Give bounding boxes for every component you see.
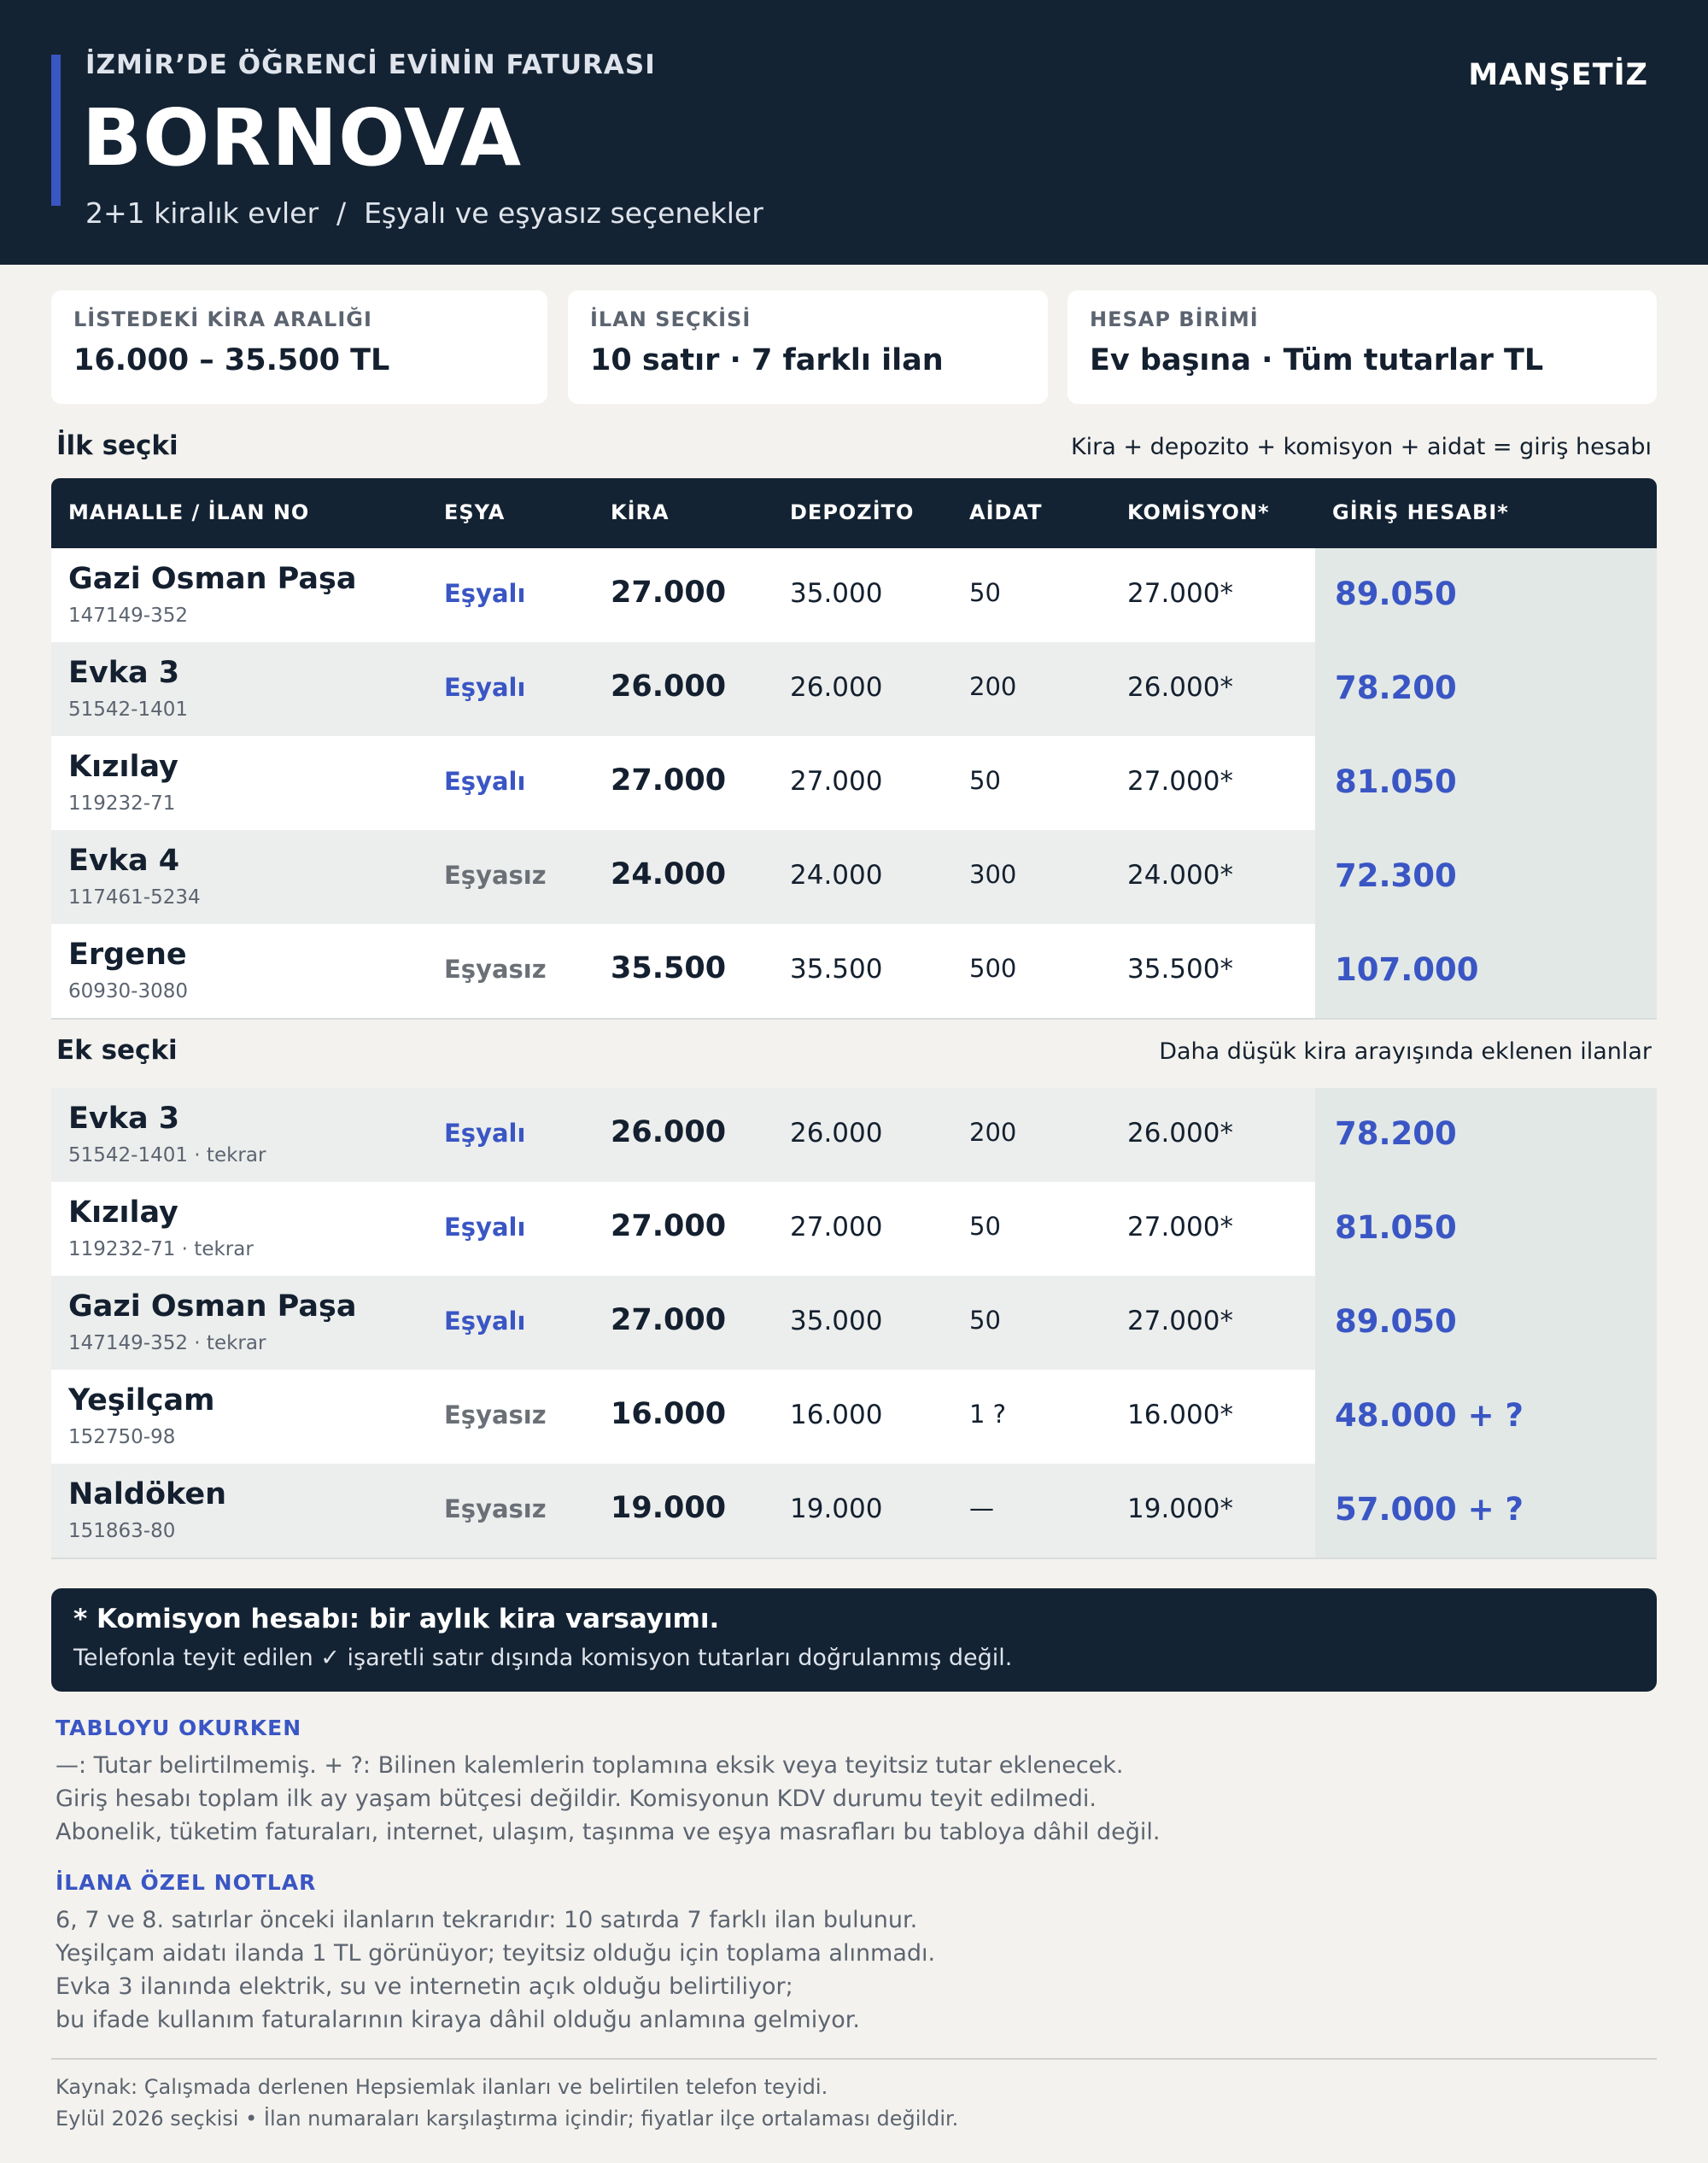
summary-card-rent-range xyxy=(51,290,547,404)
listing-id: 147149-352 · tekrar xyxy=(68,1332,266,1354)
rent-value: 27.000 xyxy=(611,763,727,798)
col-header-neighborhood: MAHALLE / İLAN NO xyxy=(68,500,310,524)
listing-id: 117461-5234 xyxy=(68,886,201,909)
dues-value: 200 xyxy=(969,672,1017,701)
listing-id: 119232-71 xyxy=(68,792,176,815)
card-value: Ev başına · Tüm tutarlar TL xyxy=(1090,343,1544,377)
dues-value: 50 xyxy=(969,1212,1001,1241)
summary-card-unit xyxy=(1068,290,1657,404)
page-subtitle: 2+1 kiralık evler / Eşyalı ve eşyasız seçenekler xyxy=(85,196,763,230)
rent-value: 27.000 xyxy=(611,1303,727,1337)
table-row xyxy=(51,1182,1657,1276)
footnote-text: Telefonla teyit edilen ✓ işaretli satır dışında komisyon tutarları doğrulanmış değil. xyxy=(73,1645,1013,1671)
listing-note-line: Evka 3 ilanında elektrik, su ve internetin açık olduğu belirtiliyor; xyxy=(56,1973,793,2000)
card-value: 10 satır · 7 farklı ilan xyxy=(590,343,944,377)
commission-footnote xyxy=(51,1588,1657,1692)
card-label: LİSTEDEKİ KİRA ARALIĞI xyxy=(73,307,372,331)
listing-id: 152750-98 xyxy=(68,1426,176,1448)
furnishing-value: Eşyasız xyxy=(444,861,547,890)
deposit-value: 16.000 xyxy=(790,1400,883,1430)
listing-id: 51542-1401 · tekrar xyxy=(68,1144,266,1166)
rent-value: 16.000 xyxy=(611,1397,727,1431)
deposit-value: 26.000 xyxy=(790,1118,883,1149)
entry-total-value: 72.300 xyxy=(1335,857,1457,894)
furnishing-value: Eşyalı xyxy=(444,767,526,796)
rent-value: 27.000 xyxy=(611,1209,727,1243)
neighborhood-name: Kızılay xyxy=(68,1195,178,1230)
neighborhood-name: Yeşilçam xyxy=(68,1383,215,1418)
rent-value: 35.500 xyxy=(611,951,727,985)
deposit-value: 24.000 xyxy=(790,860,883,891)
section-first-selection xyxy=(51,430,1657,465)
table-row xyxy=(51,548,1657,642)
card-value: 16.000 – 35.500 TL xyxy=(73,343,390,377)
dues-value: 50 xyxy=(969,766,1001,795)
neighborhood-name: Evka 4 xyxy=(68,844,180,878)
source-line: Kaynak: Çalışmada derlenen Hepsiemlak ilanları ve belirtilen telefon teyidi. xyxy=(56,2075,828,2099)
summary-card-listing-selection xyxy=(568,290,1048,404)
table-divider xyxy=(51,1018,1657,1020)
listing-id: 119232-71 · tekrar xyxy=(68,1238,254,1260)
card-label: İLAN SEÇKİSİ xyxy=(590,307,752,331)
deposit-value: 35.000 xyxy=(790,578,883,609)
entry-total-value: 48.000 + ? xyxy=(1335,1397,1524,1434)
section-extra-selection xyxy=(51,1035,1657,1069)
col-header-deposit: DEPOZİTO xyxy=(790,500,915,524)
col-header-commission: KOMİSYON* xyxy=(1127,500,1270,524)
listing-note-line: Yeşilçam aidatı ilanda 1 TL görünüyor; teyitsiz olduğu için toplama alınmadı. xyxy=(56,1940,936,1967)
footnote-title: * Komisyon hesabı: bir aylık kira varsayımı. xyxy=(73,1604,720,1634)
listing-notes-title: İLANA ÖZEL NOTLAR xyxy=(56,1870,317,1895)
brand-logo: MANŞETİZ xyxy=(1468,58,1648,92)
footer-divider xyxy=(51,2058,1657,2060)
furnishing-value: Eşyalı xyxy=(444,1307,526,1336)
table-row xyxy=(51,736,1657,830)
dues-value: 50 xyxy=(969,578,1001,607)
deposit-value: 35.500 xyxy=(790,954,883,985)
entry-total-value: 89.050 xyxy=(1335,1303,1457,1340)
entry-total-value: 78.200 xyxy=(1335,1115,1457,1152)
furnishing-value: Eşyasız xyxy=(444,1400,547,1429)
deposit-value: 19.000 xyxy=(790,1494,883,1524)
table-row xyxy=(51,830,1657,924)
table-row xyxy=(51,1088,1657,1182)
listing-id: 51542-1401 xyxy=(68,699,188,721)
commission-value: 27.000* xyxy=(1127,1306,1233,1336)
furnishing-value: Eşyasız xyxy=(444,955,547,984)
neighborhood-name: Kızılay xyxy=(68,750,178,784)
furnishing-value: Eşyalı xyxy=(444,1119,526,1148)
neighborhood-name: Evka 3 xyxy=(68,656,180,690)
deposit-value: 27.000 xyxy=(790,1212,883,1242)
col-header-dues: AİDAT xyxy=(969,500,1043,524)
commission-value: 16.000* xyxy=(1127,1400,1233,1430)
entry-total-value: 81.050 xyxy=(1335,1209,1457,1246)
table-row xyxy=(51,1464,1657,1558)
eyebrow: İZMİR’DE ÖĞRENCİ EVİNİN FATURASI xyxy=(85,50,656,80)
table-row xyxy=(51,1370,1657,1464)
dues-value: 300 xyxy=(969,860,1017,889)
commission-value: 27.000* xyxy=(1127,1212,1233,1242)
neighborhood-name: Gazi Osman Paşa xyxy=(68,1289,357,1324)
table-header xyxy=(51,478,1657,548)
rent-value: 27.000 xyxy=(611,576,727,610)
entry-total-value: 57.000 + ? xyxy=(1335,1491,1524,1528)
section-title: Ek seçki xyxy=(56,1035,178,1066)
commission-value: 26.000* xyxy=(1127,1118,1233,1149)
page-title: BORNOVA xyxy=(82,92,523,184)
entry-total-value: 81.050 xyxy=(1335,763,1457,800)
reading-notes-title: TABLOYU OKURKEN xyxy=(56,1716,302,1740)
col-header-furnishing: EŞYA xyxy=(444,500,506,524)
rent-value: 26.000 xyxy=(611,1115,727,1149)
furnishing-value: Eşyalı xyxy=(444,579,526,608)
rent-value: 19.000 xyxy=(611,1491,727,1525)
listing-id: 147149-352 xyxy=(68,605,188,627)
listing-note-line: 6, 7 ve 8. satırlar önceki ilanların tekrarıdır: 10 satırda 7 farklı ilan bulunur. xyxy=(56,1907,918,1933)
reading-note-line: —: Tutar belirtilmemiş. + ?: Bilinen kalemlerin toplamına eksik veya teyitsiz tutar eklenecek. xyxy=(56,1752,1124,1779)
entry-total-value: 107.000 xyxy=(1335,951,1479,988)
neighborhood-name: Evka 3 xyxy=(68,1102,180,1136)
commission-value: 27.000* xyxy=(1127,766,1233,797)
table-row xyxy=(51,924,1657,1018)
commission-value: 19.000* xyxy=(1127,1494,1233,1524)
listing-id: 60930-3080 xyxy=(68,980,188,1003)
accent-bar xyxy=(51,55,61,206)
rent-value: 26.000 xyxy=(611,669,727,704)
deposit-value: 27.000 xyxy=(790,766,883,797)
dues-value: 200 xyxy=(969,1118,1017,1147)
header-band xyxy=(0,0,1708,265)
table-row xyxy=(51,1276,1657,1370)
neighborhood-name: Gazi Osman Paşa xyxy=(68,562,357,596)
section-note: Kira + depozito + komisyon + aidat = giriş hesabı xyxy=(1070,434,1652,460)
card-label: HESAP BİRİMİ xyxy=(1090,307,1259,331)
rent-value: 24.000 xyxy=(611,857,727,892)
dues-value: 1 ? xyxy=(969,1400,1007,1429)
commission-value: 24.000* xyxy=(1127,860,1233,891)
furnishing-value: Eşyalı xyxy=(444,1213,526,1242)
section-note: Daha düşük kira arayışında eklenen ilanlar xyxy=(1159,1038,1652,1065)
listing-id: 151863-80 xyxy=(68,1520,176,1542)
neighborhood-name: Ergene xyxy=(68,938,187,972)
col-header-entry-total: GİRİŞ HESABI* xyxy=(1332,500,1509,524)
neighborhood-name: Naldöken xyxy=(68,1477,226,1511)
deposit-value: 26.000 xyxy=(790,672,883,703)
furnishing-value: Eşyasız xyxy=(444,1494,547,1523)
dues-value: 50 xyxy=(969,1306,1001,1335)
dues-value: 500 xyxy=(969,954,1017,983)
table-divider xyxy=(51,1558,1657,1559)
commission-value: 26.000* xyxy=(1127,672,1233,703)
reading-note-line: Abonelik, tüketim faturaları, internet, ulaşım, taşınma ve eşya masrafları bu tabloya dâhil değil. xyxy=(56,1819,1161,1845)
table-row xyxy=(51,642,1657,736)
section-title: İlk seçki xyxy=(56,430,178,461)
commission-value: 27.000* xyxy=(1127,578,1233,609)
col-header-rent: KİRA xyxy=(611,500,670,524)
entry-total-value: 78.200 xyxy=(1335,669,1457,706)
dues-value: — xyxy=(969,1494,994,1523)
reading-note-line: Giriş hesabı toplam ilk ay yaşam bütçesi değildir. Komisyonun KDV durumu teyit edilmedi. xyxy=(56,1786,1097,1812)
deposit-value: 35.000 xyxy=(790,1306,883,1336)
source-line: Eylül 2026 seçkisi • İlan numaraları karşılaştırma içindir; fiyatlar ilçe ortalaması değildir. xyxy=(56,2107,959,2131)
entry-total-value: 89.050 xyxy=(1335,576,1457,612)
commission-value: 35.500* xyxy=(1127,954,1233,985)
listing-note-line: bu ifade kullanım faturalarının kiraya dâhil olduğu anlamına gelmiyor. xyxy=(56,2007,860,2033)
furnishing-value: Eşyalı xyxy=(444,673,526,702)
